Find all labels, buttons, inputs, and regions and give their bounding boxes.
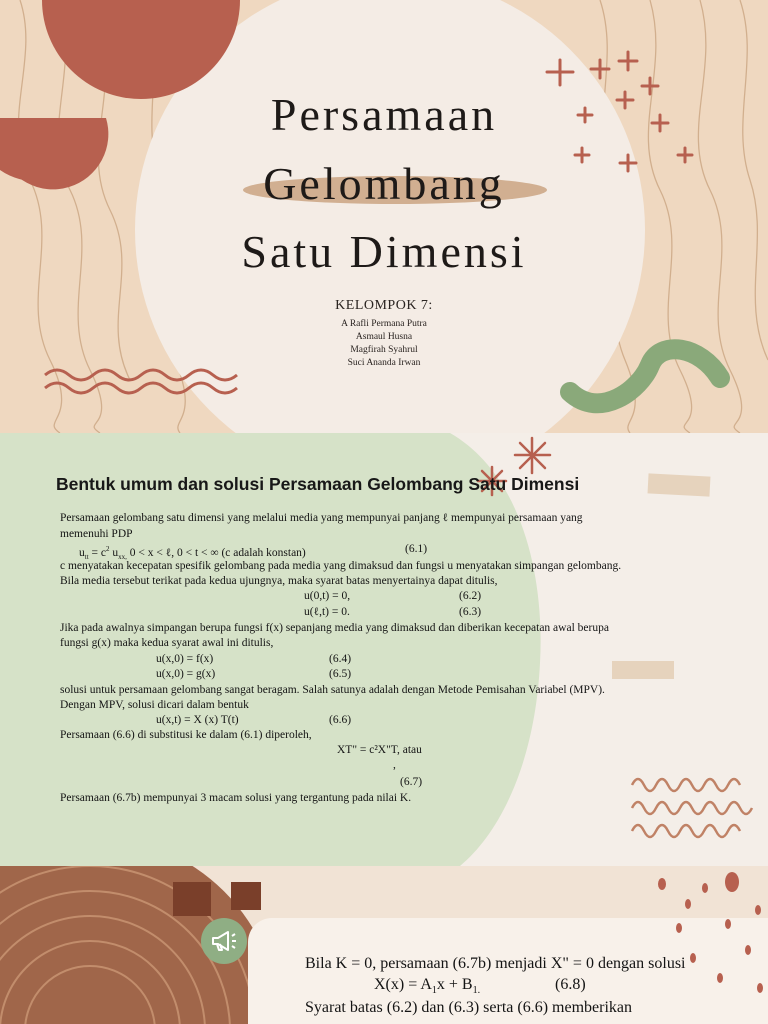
member-1: A Rafli Permana Putra	[341, 319, 427, 329]
equation-6-7: XT" = c²X"T, atau	[337, 744, 422, 756]
title-slide	[0, 0, 768, 433]
line2-a: X(x) = A	[374, 976, 432, 993]
eq61-b: = c	[88, 546, 106, 559]
eq61-sub2: xx,	[118, 553, 127, 562]
text-p4a: Jika pada awalnya simpangan berupa fungsi f(x) sepanjang media yang dimaksud dan diberikan kecepatan awal berupa	[60, 622, 609, 634]
text-p4b: fungsi g(x) maka kedua syarat awal ini ditulis,	[60, 637, 274, 649]
equation-6-6: u(x,t) = X (x) T(t)	[156, 714, 239, 726]
eq61-sub1: tt	[84, 553, 89, 562]
text-p1a: Persamaan gelombang satu dimensi yang melalui media yang mempunyai panjang ℓ mempunyai persamaan yang	[60, 512, 583, 524]
line2-sub1: 1	[431, 985, 437, 997]
equation-6-3-number: (6.3)	[459, 606, 482, 618]
text-p5a: solusi untuk persamaan gelombang sangat beragam. Salah satunya adalah dengan Metode Pemisahan Variabel (MPV).	[60, 684, 605, 696]
text-p2: c menyatakan kecepatan spesifik gelombang pada media yang dimaksud dan fungsi u menyatakan simpangan gelombang.	[60, 560, 622, 572]
equation-6-1-number: (6.1)	[405, 543, 428, 555]
equation-6-6-number: (6.6)	[329, 714, 352, 726]
text-p5b: Dengan MPV, solusi dicari dalam bentuk	[60, 699, 249, 711]
member-4: Suci Ananda Irwan	[347, 358, 421, 368]
eq61-c: u	[109, 546, 119, 559]
slide3-line2	[374, 976, 480, 996]
text-p3: Bila media tersebut terikat pada kedua ujungnya, maka syarat batas menyertainya dapat ditulis,	[60, 575, 498, 587]
equation-6-5-number: (6.5)	[329, 668, 352, 680]
eq61-d: 0 < x < ℓ, 0 < t < ∞ (c adalah konstan)	[126, 546, 306, 559]
equation-6-4-number: (6.4)	[329, 653, 352, 665]
title-line-1: Persamaan	[270, 89, 498, 140]
slide2-heading: Bentuk umum dan solusi Persamaan Gelombang Satu Dimensi	[56, 474, 580, 494]
line2-sub2: 1.	[472, 985, 481, 997]
equation-6-2: u(0,t) = 0,	[304, 590, 351, 602]
equation-6-7-comma: ,	[393, 759, 396, 771]
line2-b: x + B	[436, 976, 473, 993]
slide3-line3: Syarat batas (6.2) dan (6.3) serta (6.6) memberikan	[305, 999, 632, 1016]
member-2: Asmaul Husna	[355, 332, 413, 342]
equation-6-5: u(x,0) = g(x)	[156, 668, 216, 680]
equation-6-7-number: (6.7)	[400, 776, 423, 788]
title-line-3: Satu Dimensi	[241, 226, 527, 277]
slide3-line1: Bila K = 0, persamaan (6.7b) menjadi X" = 0 dengan solusi	[305, 955, 686, 972]
equation-6-4: u(x,0) = f(x)	[156, 653, 214, 665]
equation-6-3: u(ℓ,t) = 0.	[304, 606, 350, 618]
megaphone-icon[interactable]	[201, 918, 247, 964]
text-p1b: memenuhi PDP	[60, 528, 133, 540]
member-3: Magfirah Syahrul	[350, 345, 418, 355]
text-p7: Persamaan (6.7b) mempunyai 3 macam solusi yang tergantung pada nilai K.	[60, 792, 412, 804]
group-label: KELOMPOK 7:	[335, 298, 433, 313]
eq61-sup: 2	[105, 545, 110, 553]
slide3-line2-number: (6.8)	[555, 976, 586, 993]
eq61-a: u	[79, 546, 85, 559]
text-p6: Persamaan (6.6) di substitusi ke dalam (6.1) diperoleh,	[60, 729, 312, 741]
title-line-2: Gelombang	[263, 158, 505, 209]
equation-6-2-number: (6.2)	[459, 590, 482, 602]
